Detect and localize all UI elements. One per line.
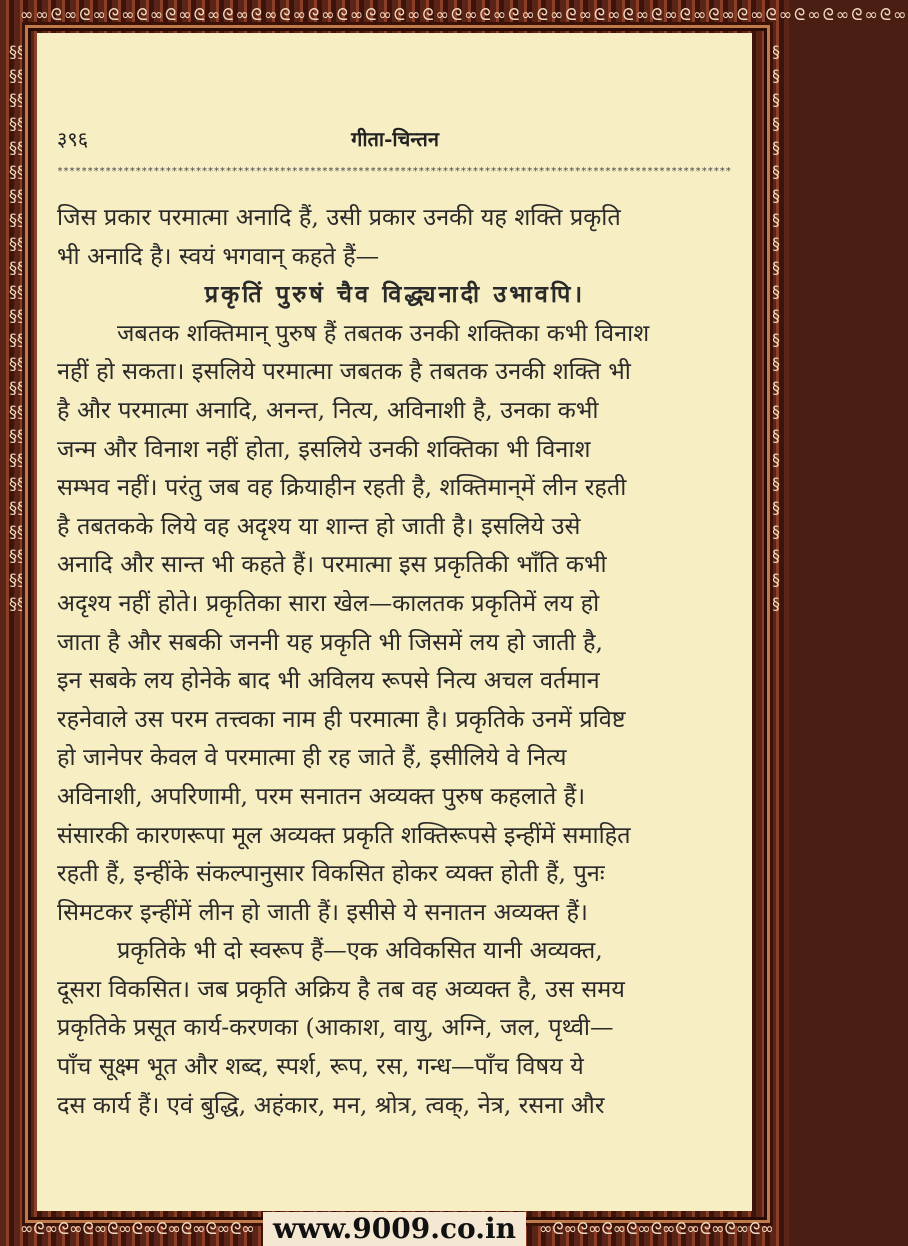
text-line: रहती हैं, इन्हींके संकल्पानुसार विकसित होकर व्यक्त होती हैं, पुनः bbox=[57, 859, 605, 888]
footer-ornament-right: ∞ᘓ∞ᘓ∞ᘓ∞ᘓ∞ᘓ∞ᘓ∞ᘓ∞ᘓ∞ᘓ∞ bbox=[539, 1219, 774, 1238]
page-body bbox=[57, 198, 733, 1124]
left-ornament-border: §§§§§§§§§§§§§§§§§§§§§§§§§§§§§§§§§§§§§§§§§§§§§§§§ bbox=[9, 42, 25, 613]
text-line: अदृश्य नहीं होते। प्रकृतिका सारा खेल—कालतक प्रकृतिमें लय हो bbox=[57, 588, 600, 617]
header-divider: **************************************************************************************************************** bbox=[57, 166, 732, 177]
text-line: हो जानेपर केवल वे परमात्मा ही रह जाते हैं, इसीलिये वे नित्य bbox=[57, 743, 567, 772]
text-line: दूसरा विकसित। जब प्रकृति अक्रिय है तब वह अव्यक्त है, उस समय bbox=[57, 974, 625, 1003]
page-number: ३९६ bbox=[57, 127, 89, 151]
verse-line: प्रकृतिं पुरुषं चैव विद्ध्यनादी उभावपि। bbox=[204, 280, 586, 309]
top-ornament-border: ∞∞ᘓ∞ᘓ∞ᘓ∞ᘓ∞ᘓ∞ᘓ∞ᘓ∞ᘓ∞ᘓ∞ᘓ∞ᘓ∞ᘓ∞ᘓ∞ᘓ∞ᘓ∞ᘓ∞ᘓ∞ᘓ∞ᘓ∞ᘓ∞ᘓ∞ᘓ∞ᘓ∞ᘓ∞ᘓ∞ᘓ∞ᘓ∞ᘓ∞ᘓ∞ᘓ∞ bbox=[20, 5, 908, 24]
text-line: जिस प्रकार परमात्मा अनादि हैं, उसी प्रकार उनकी यह शक्ति प्रकृति bbox=[57, 203, 621, 231]
text-line: संसारकी कारणरूपा मूल अव्यक्त प्रकृति शक्तिरूपसे इन्हींमें समाहित bbox=[57, 820, 631, 849]
running-title: गीता-चिन्तन bbox=[351, 127, 439, 151]
text-line: रहनेवाले उस परम तत्त्वका नाम ही परमात्मा है। प्रकृतिके उनमें प्रविष्ट bbox=[57, 704, 626, 733]
text-line: अविनाशी, अपरिणामी, परम सनातन अव्यक्त पुरुष कहलाते हैं। bbox=[57, 781, 586, 810]
right-ornament-border: §§§§§§§§§§§§§§§§§§§§§§§§§§§§§§§§§§§§§§§§§§§§§§§§ bbox=[764, 42, 780, 613]
website-link[interactable]: www.9009.co.in bbox=[263, 1212, 526, 1246]
text-line: है तबतकके लिये वह अदृश्य या शान्त हो जाती है। इसलिये उसे bbox=[57, 511, 581, 540]
book-page bbox=[37, 33, 752, 1211]
page-header bbox=[57, 125, 733, 153]
text-line: अनादि और सान्त भी कहते हैं। परमात्मा इस प्रकृतिकी भाँति कभी bbox=[57, 550, 607, 579]
text-line: दस कार्य हैं। एवं बुद्धि, अहंकार, मन, श्रोत्र, त्वक्, नेत्र, रसना और bbox=[57, 1090, 605, 1119]
footer-ornament-left: ∞ᘓ∞ᘓ∞ᘓ∞ᘓ∞ᘓ∞ᘓ∞ᘓ∞ᘓ∞ᘓ∞ bbox=[20, 1219, 255, 1238]
paragraph-start: जबतक शक्तिमान् पुरुष हैं तबतक उनकी शक्तिका कभी विनाश bbox=[117, 318, 650, 347]
text-line: सम्भव नहीं। परंतु जब वह क्रियाहीन रहती है, शक्तिमान्‌में लीन रहती bbox=[57, 473, 627, 502]
text-line: प्रकृतिके प्रसूत कार्य-करणका (आकाश, वायु, अग्नि, जल, पृथ्वी— bbox=[57, 1013, 614, 1042]
text-line: सिमटकर इन्हींमें लीन हो जाती हैं। इसीसे ये सनातन अव्यक्त हैं। bbox=[57, 897, 588, 926]
paragraph-start: प्रकृतिके भी दो स्वरूप हैं—एक अविकसित यानी अव्यक्त, bbox=[117, 936, 603, 965]
text-line: है और परमात्मा अनादि, अनन्त, नित्य, अविनाशी है, उनका कभी bbox=[57, 395, 599, 424]
text-line: जाता है और सबकी जननी यह प्रकृति भी जिसमें लय हो जाती है, bbox=[57, 627, 603, 656]
text-line: नहीं हो सकता। इसलिये परमात्मा जबतक है तबतक उनकी शक्ति भी bbox=[57, 357, 631, 386]
text-line: पाँच सूक्ष्म भूत और शब्द, स्पर्श, रूप, रस, गन्ध—पाँच विषय ये bbox=[57, 1052, 584, 1081]
text-line: भी अनादि है। स्वयं भगवान् कहते हैं— bbox=[57, 241, 380, 270]
text-line: इन सबके लय होनेके बाद भी अविलय रूपसे नित्य अचल वर्तमान bbox=[57, 666, 600, 695]
footer-bar bbox=[0, 1212, 789, 1246]
text-line: जन्म और विनाश नहीं होता, इसलिये उनकी शक्तिका भी विनाश bbox=[57, 434, 591, 463]
